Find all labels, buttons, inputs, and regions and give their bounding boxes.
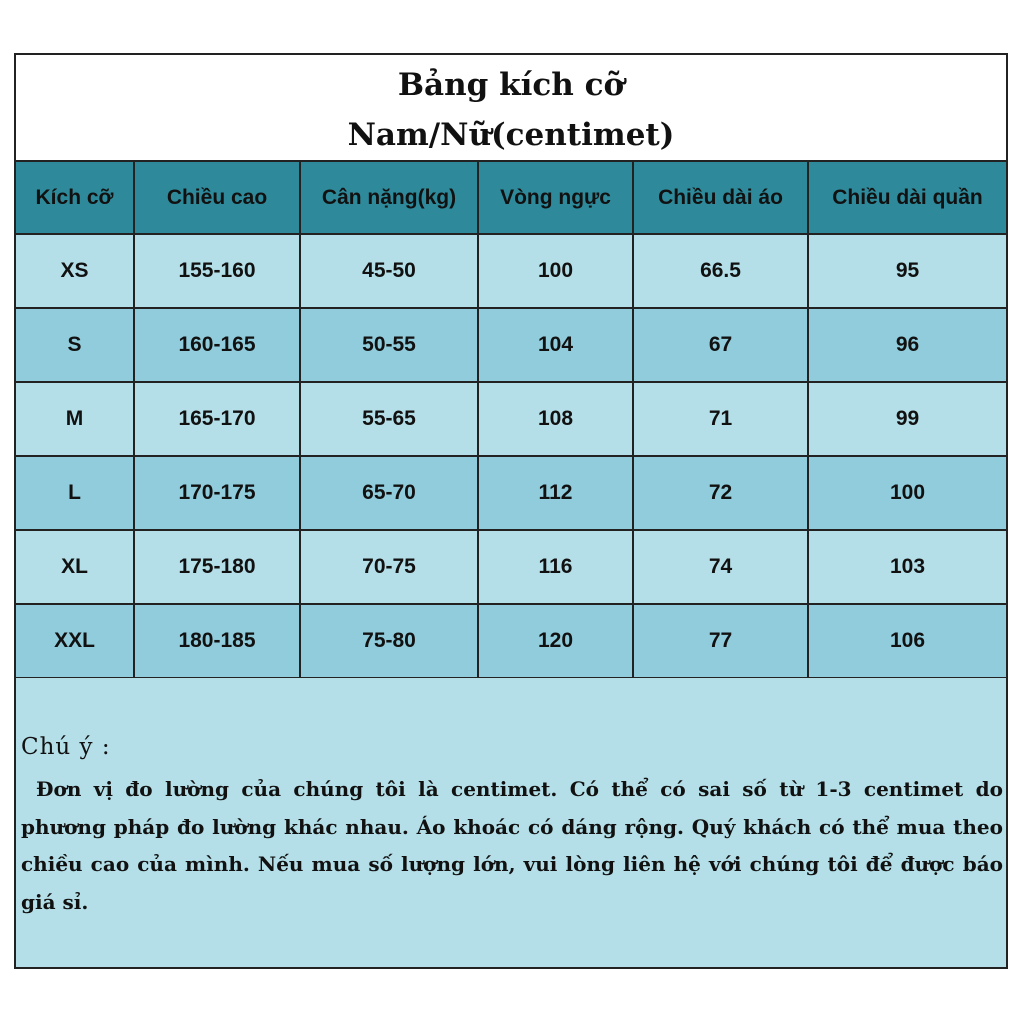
cell-height: 175-180 [134,530,300,604]
table-header-row [16,162,1006,234]
table-row [16,530,1006,604]
cell-chest: 116 [478,530,633,604]
cell-size: L [16,456,134,530]
table-row [16,382,1006,456]
cell-shirt-length: 77 [633,604,808,678]
cell-weight: 50-55 [300,308,478,382]
title-sub: Nam/Nữ(centimet) [347,117,675,153]
header-shirt-length: Chiều dài áo [633,162,808,234]
header-size: Kích cỡ [16,162,134,234]
cell-height: 180-185 [134,604,300,678]
header-weight: Cân nặng(kg) [300,162,478,234]
header-height: Chiều cao [134,162,300,234]
header-chest: Vòng ngực [478,162,633,234]
cell-pants-length: 99 [808,382,1006,456]
cell-pants-length: 100 [808,456,1006,530]
cell-height: 170-175 [134,456,300,530]
header-pants-length: Chiều dài quần [808,162,1006,234]
table-row [16,604,1006,678]
cell-shirt-length: 74 [633,530,808,604]
cell-size: XXL [16,604,134,678]
size-chart [14,53,1008,969]
cell-height: 165-170 [134,382,300,456]
note-text: Đơn vị đo lường của chúng tôi là centimet. Có thể có sai số từ 1-3 centimet do phương pháp đo lường khác nhau. Áo khoác có dáng rộng. Quý khách có thể mua theo chiều cao của mình. Nếu mua số lượng lớn, vui lòng liên hệ với chúng tôi để được báo giá sỉ. [21,777,1003,914]
cell-pants-length: 96 [808,308,1006,382]
cell-weight: 75-80 [300,604,478,678]
cell-pants-length: 95 [808,234,1006,308]
cell-shirt-length: 71 [633,382,808,456]
cell-size: S [16,308,134,382]
chart-title [16,55,1006,162]
cell-shirt-length: 72 [633,456,808,530]
cell-pants-length: 106 [808,604,1006,678]
cell-weight: 65-70 [300,456,478,530]
cell-size: XL [16,530,134,604]
cell-shirt-length: 67 [633,308,808,382]
title-main: Bảng kích cỡ [397,67,625,103]
cell-weight: 55-65 [300,382,478,456]
cell-chest: 108 [478,382,633,456]
cell-weight: 45-50 [300,234,478,308]
cell-chest: 104 [478,308,633,382]
note-section [16,678,1006,967]
cell-size: M [16,382,134,456]
cell-height: 160-165 [134,308,300,382]
cell-chest: 120 [478,604,633,678]
cell-height: 155-160 [134,234,300,308]
note-title: Chú ý : [21,734,111,760]
table-row [16,234,1006,308]
cell-size: XS [16,234,134,308]
cell-chest: 112 [478,456,633,530]
table-row [16,308,1006,382]
cell-pants-length: 103 [808,530,1006,604]
cell-chest: 100 [478,234,633,308]
size-table [16,162,1006,679]
cell-shirt-length: 66.5 [633,234,808,308]
cell-weight: 70-75 [300,530,478,604]
table-row [16,456,1006,530]
